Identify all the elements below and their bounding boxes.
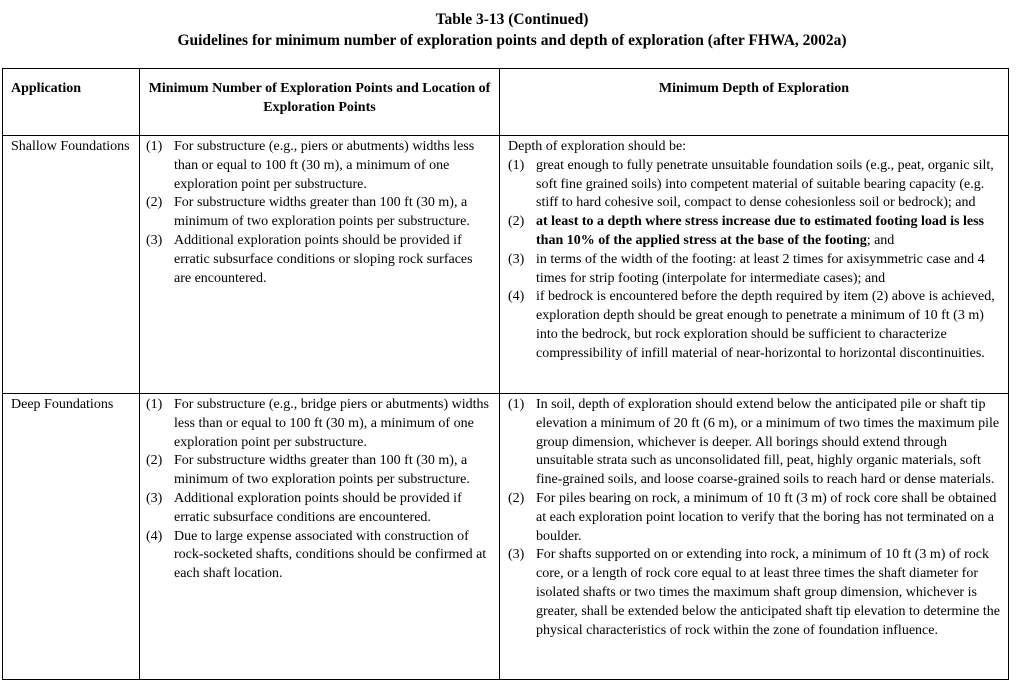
guidelines-table <box>2 68 1009 680</box>
application-cell: Shallow Foundations <box>3 136 140 394</box>
depth-cell <box>500 136 1009 394</box>
depth-cell <box>500 394 1009 680</box>
list-item: (2) For piles bearing on rock, a minimum of 10 ft (3 m) of rock core shall be obtained at each exploration point location to verify that the boring has not terminated on a boulder. <box>508 490 997 544</box>
header-points: Minimum Number of Exploration Points and Location of Exploration Points <box>140 69 500 136</box>
list-item: (2) For substructure widths greater than 100 ft (30 m), a minimum of two exploration points per substructure. <box>146 453 470 488</box>
list-item: (1) For substructure (e.g., piers or abutments) widths less than or equal to 100 ft (30 m), a minimum of one exploration point per substructure. <box>146 139 475 192</box>
table-row <box>3 136 1009 394</box>
list-item: (1) For substructure (e.g., bridge piers or abutments) widths less than or equal to 100 ft (30 m), a minimum of one exploration point per substructure. <box>146 397 489 450</box>
list-item: (3) For shafts supported on or extending into rock, a minimum of 10 ft (3 m) of rock core, or a length of rock core equal to at least three times the shaft diameter for isolated shafts or two times the maximum shaft group dimension, whichever is greater, shall be extended below the anticipated shaft tip elevation to determine the physical characteristics of rock within the zone of foundation influence. <box>508 547 1000 638</box>
depth-intro: Depth of exploration should be: <box>508 139 687 154</box>
header-row <box>3 69 1009 136</box>
list-item: (4) if bedrock is encountered before the depth required by item (2) above is achieved, exploration depth should be great enough to penetrate a minimum of 10 ft (3 m) into the bedrock, but rock exploration should be sufficient to characterize compressibility of infill material of near-horizontal to horizontal discontinuities. <box>508 289 995 361</box>
table-subtitle: Guidelines for minimum number of exploration points and depth of exploration (after FHWA, 2002a) <box>177 32 847 49</box>
application-cell: Deep Foundations <box>3 394 140 680</box>
list-item: (1) great enough to fully penetrate unsuitable foundation soils (e.g., peat, organic silt, soft fine grained soils) into competent material of suitable bearing capacity (e.g. stiff to hard cohesive soil, compact to dense cohesionless soil or bedrock); and <box>508 157 994 211</box>
table-row <box>3 394 1009 680</box>
header-depth: Minimum Depth of Exploration <box>500 69 1009 136</box>
points-cell <box>140 136 500 394</box>
list-item: (4) Due to large expense associated with construction of rock-socketed shafts, conditions should be confirmed at each shaft location. <box>146 528 487 582</box>
list-item: (3) in terms of the width of the footing: at least 2 times for axisymmetric case and 4 times for strip footing (interpolate for intermediate cases); and <box>508 251 985 286</box>
header-application: Application <box>3 69 140 136</box>
list-item: (3) Additional exploration points should be provided if erratic subsurface conditions or sloping rock surfaces are encountered. <box>146 232 473 286</box>
list-item: (2) at least to a depth where stress increase due to estimated footing load is less than 10% of the applied stress at the base of the footing; and <box>508 214 984 248</box>
list-item: (1) In soil, depth of exploration should extend below the anticipated pile or shaft tip elevation a minimum of 20 ft (6 m), or a minimum of two times the maximum pile group dimension, whichever is deeper. All borings should extend through unsuitable strata such as unconsolidated fill, peat, highly organic materials, soft fine-grained soils, and loose coarse-grained soils to reach hard or dense materials. <box>508 397 1000 488</box>
list-item: (3) Additional exploration points should be provided if erratic subsurface conditions are encountered. <box>146 490 462 525</box>
list-item: (2) For substructure widths greater than 100 ft (30 m), a minimum of two exploration points per substructure. <box>146 195 470 230</box>
table-title: Table 3-13 (Continued) <box>435 11 589 28</box>
points-cell <box>140 394 500 680</box>
